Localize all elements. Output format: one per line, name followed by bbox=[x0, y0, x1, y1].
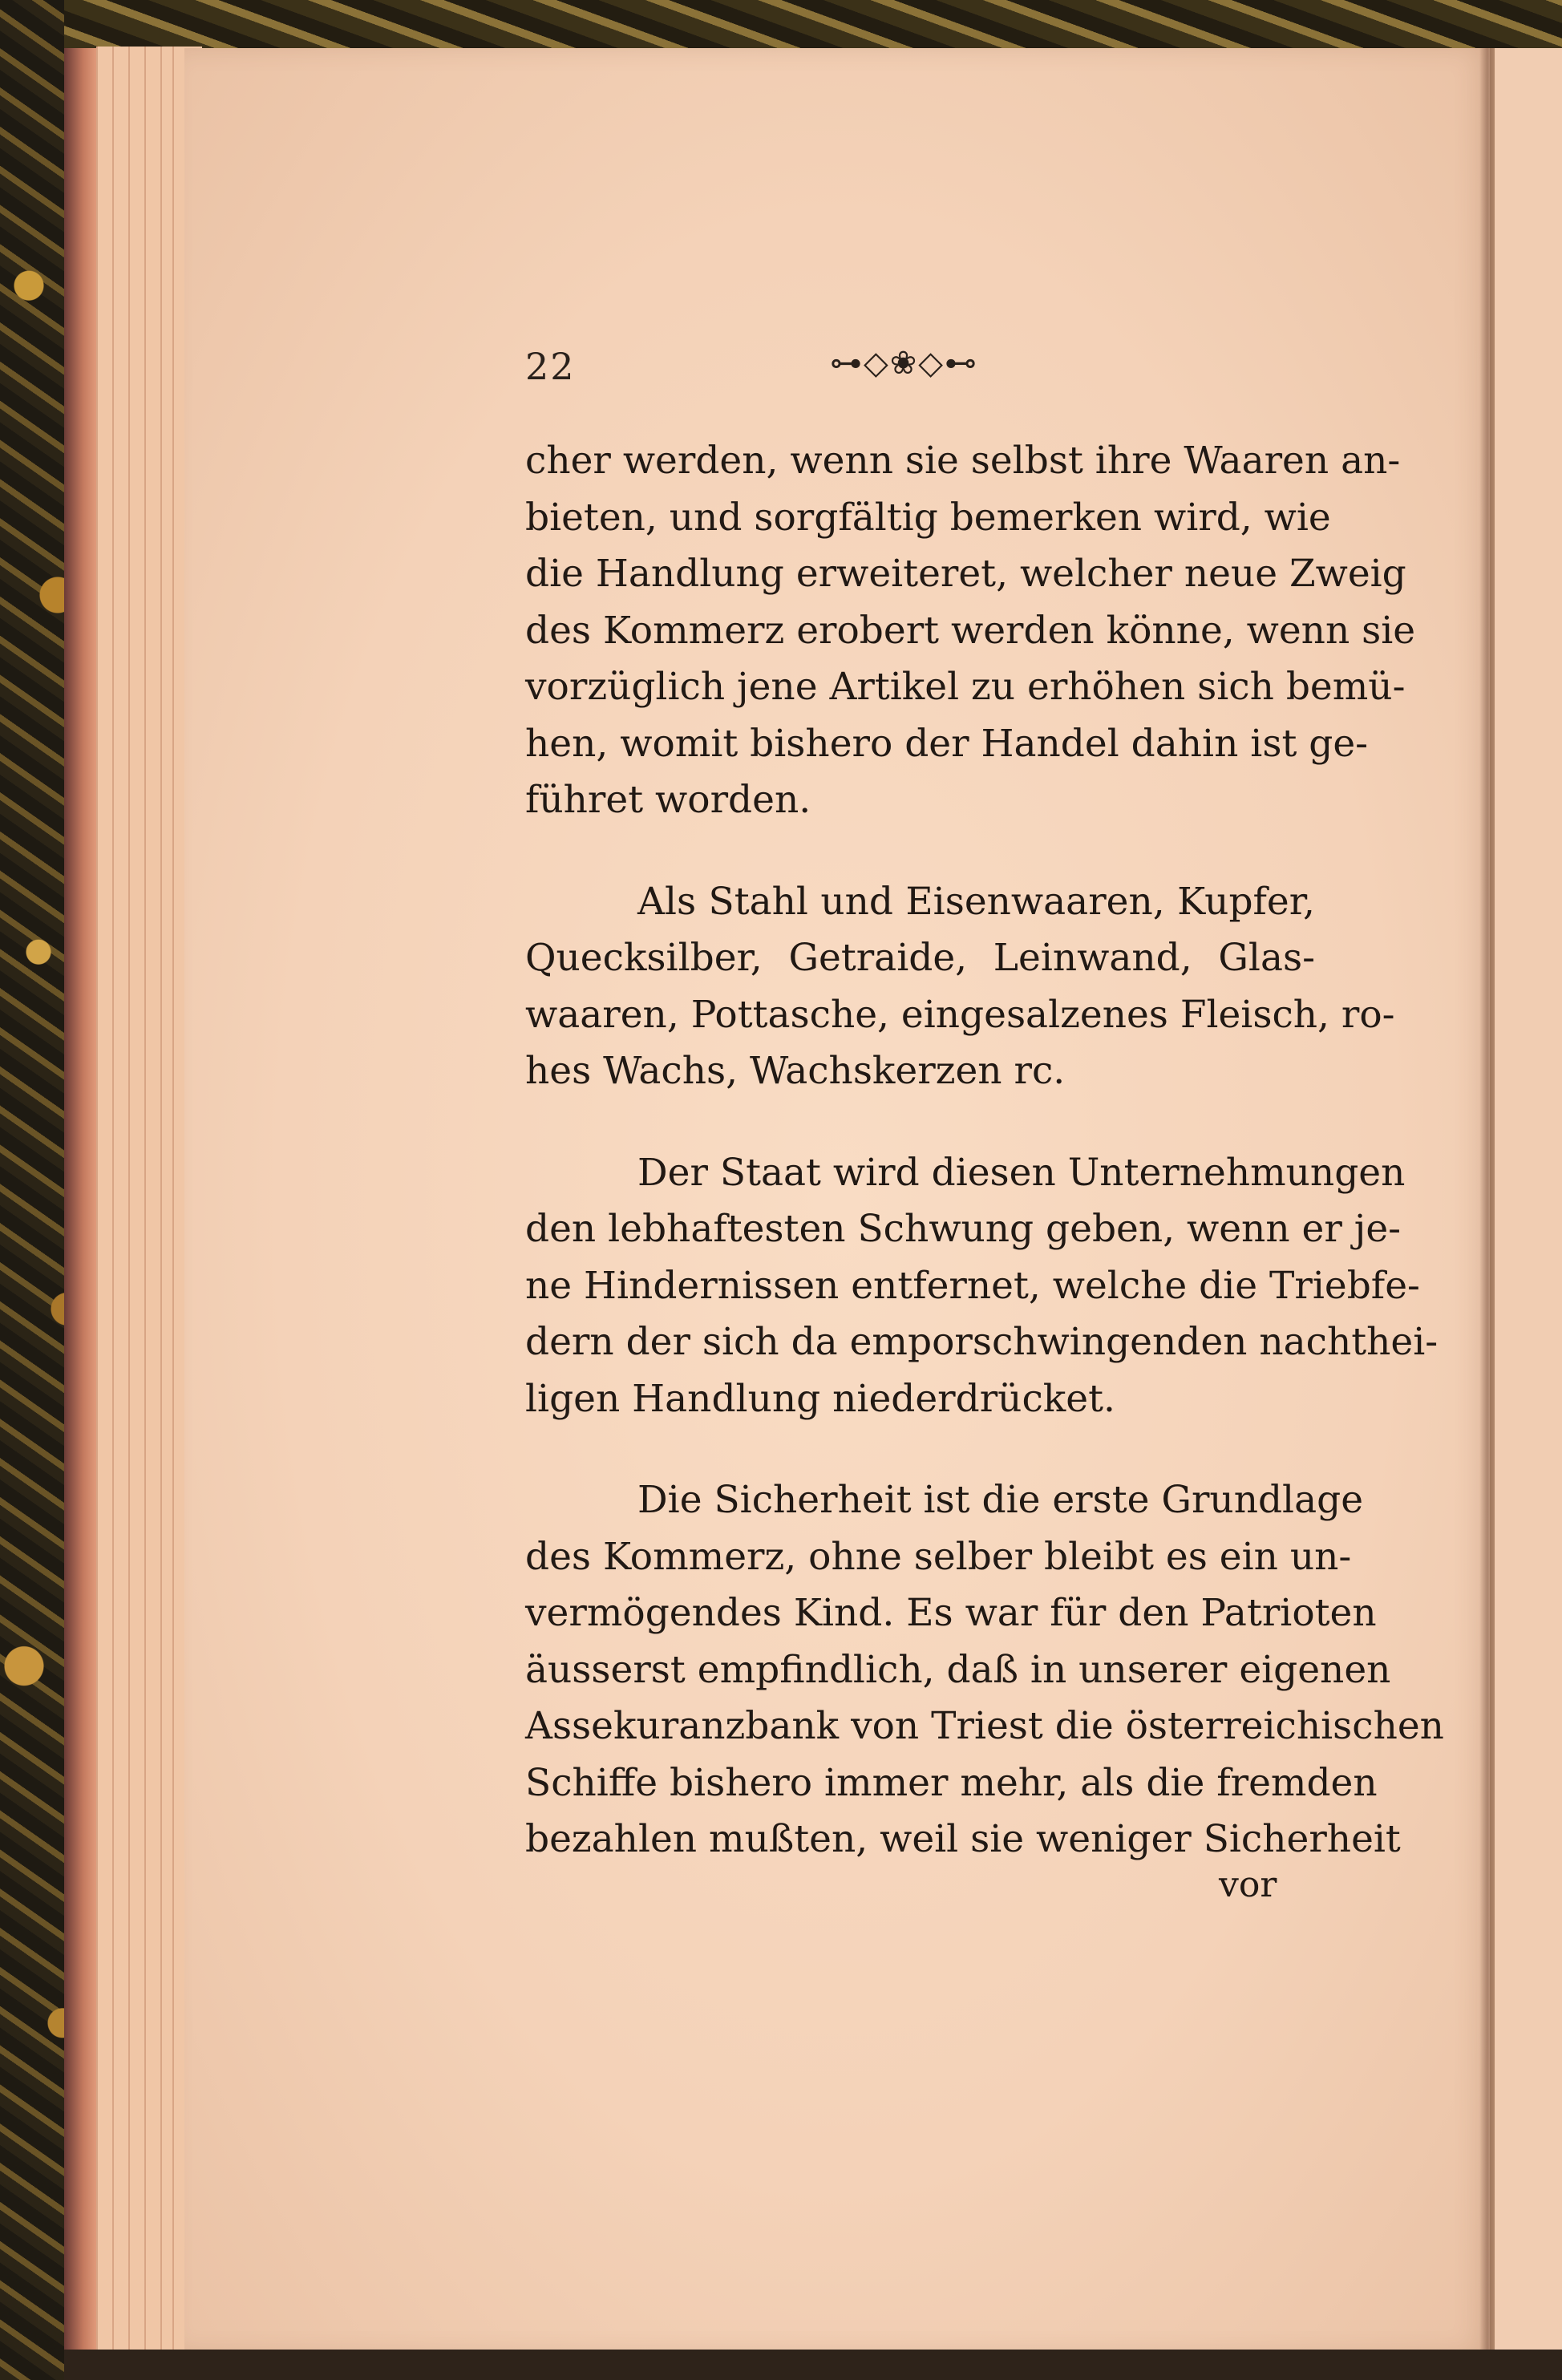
text-line: ne Hindernissen entfernet, welche die Triebfe- bbox=[525, 1263, 1420, 1308]
cover-edge bbox=[64, 48, 96, 2358]
text-line: Schiffe bishero immer mehr, als die fremden bbox=[525, 1760, 1378, 1805]
text-line: die Handlung erweiteret, welcher neue Zweig bbox=[525, 552, 1406, 596]
text-line: Assekuranzbank von Triest die österreichischen bbox=[525, 1704, 1444, 1748]
text-line: waaren, Pottasche, eingesalzenes Fleisch, ro- bbox=[525, 992, 1395, 1037]
text-line: bezahlen mußten, weil sie weniger Sicherheit bbox=[525, 1817, 1401, 1861]
catchword: vor bbox=[1219, 1864, 1277, 1905]
text-line: führet worden. bbox=[525, 778, 811, 822]
top-board-edge bbox=[64, 0, 1562, 51]
text-line: dern der sich da emporschwingenden nachthei- bbox=[525, 1320, 1439, 1364]
text-line: Als Stahl und Eisenwaaren, Kupfer, bbox=[637, 879, 1315, 924]
paragraph bbox=[525, 1472, 1444, 1868]
header-ornament: ⊶◇❀◇⊷ bbox=[830, 345, 979, 382]
paragraph bbox=[525, 1145, 1439, 1428]
text-line: des Kommerz erobert werden könne, wenn sie bbox=[525, 608, 1416, 653]
text-line: hes Wachs, Wachskerzen rc. bbox=[525, 1049, 1066, 1093]
paragraph-gap bbox=[525, 1427, 1315, 1472]
body-text bbox=[525, 433, 1444, 1868]
text-line: vorzüglich jene Artikel zu erhöhen sich bemü- bbox=[525, 665, 1406, 709]
paragraph-gap bbox=[525, 1100, 1315, 1145]
running-header bbox=[525, 345, 1315, 401]
paragraph-gap bbox=[525, 829, 1315, 874]
bottom-board-edge bbox=[64, 2350, 1562, 2380]
text-line: ligen Handlung niederdrücket. bbox=[525, 1376, 1115, 1421]
text-line: cher werden, wenn sie selbst ihre Waaren an- bbox=[525, 439, 1401, 483]
paragraph bbox=[525, 874, 1395, 1100]
text-line: des Kommerz, ohne selber bleibt es ein un- bbox=[525, 1534, 1352, 1579]
text-line: Die Sicherheit ist die erste Grundlage bbox=[637, 1478, 1364, 1522]
text-line: äusserst empfindlich, daß in unserer eigenen bbox=[525, 1647, 1391, 1692]
text-line: hen, womit bishero der Handel dahin ist ge- bbox=[525, 721, 1369, 766]
text-line: den lebhaftesten Schwung geben, wenn er je- bbox=[525, 1207, 1402, 1251]
text-line: vermögendes Kind. Es war für den Patrioten bbox=[525, 1591, 1377, 1635]
text-line: Der Staat wird diesen Unternehmungen bbox=[637, 1150, 1406, 1195]
page-number: 22 bbox=[525, 345, 576, 388]
text-line: Quecksilber, Getraide, Leinwand, Glas- bbox=[525, 936, 1315, 980]
paragraph bbox=[525, 433, 1416, 829]
facing-page-edge bbox=[1490, 48, 1562, 2354]
gutter-shadow bbox=[1479, 48, 1495, 2354]
text-line: bieten, und sorgfältig bemerken wird, wie bbox=[525, 495, 1331, 540]
